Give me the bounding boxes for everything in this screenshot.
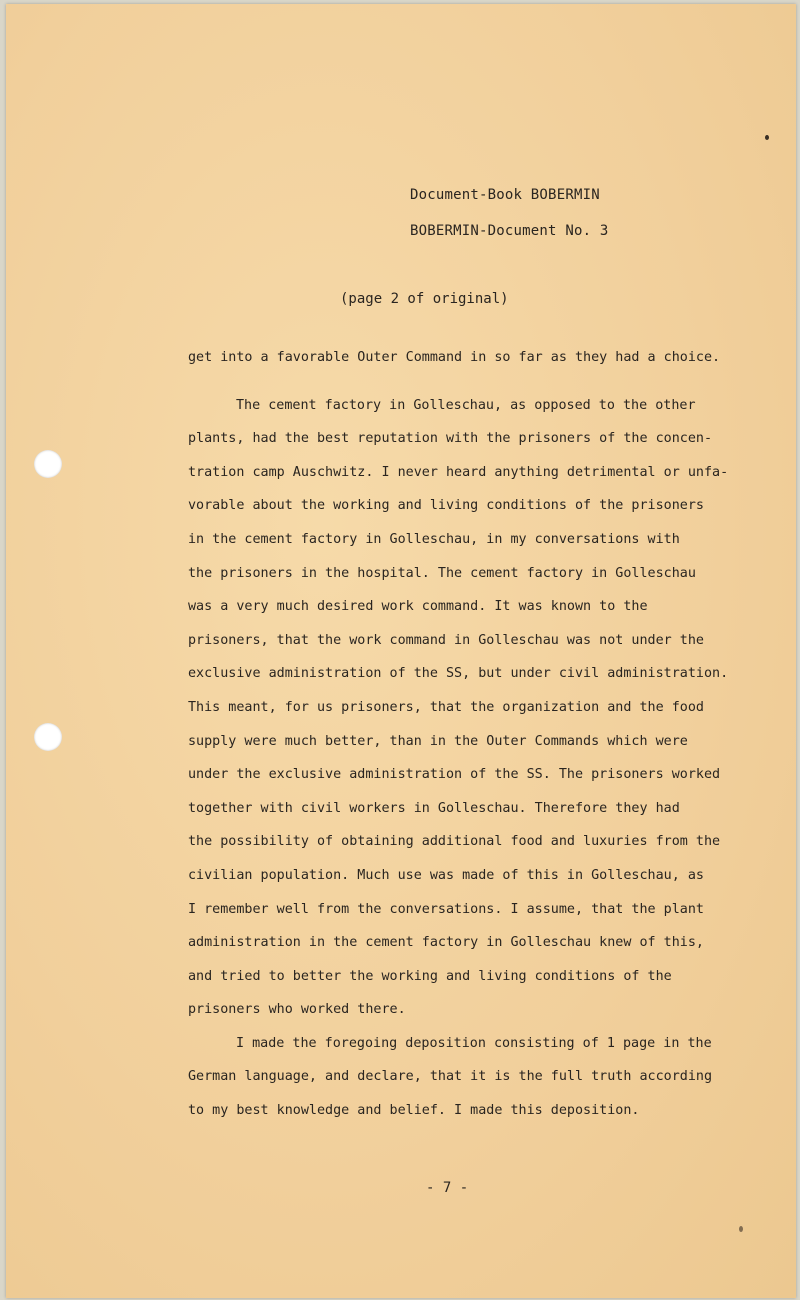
page-number: - 7 - xyxy=(426,1180,469,1196)
document-page xyxy=(6,4,796,1298)
punch-hole-bottom xyxy=(34,723,62,751)
document-book-heading: Document-Book BOBERMIN xyxy=(410,187,600,203)
deposition-text xyxy=(188,341,758,1128)
text-line: under the exclusive administration of the SS. The prisoners worked xyxy=(188,767,721,783)
text-line: The cement factory in Golleschau, as opposed to the other xyxy=(236,397,696,413)
text-line: the prisoners in the hospital. The cement factory in Golleschau xyxy=(188,565,696,581)
text-line: I remember well from the conversations. I assume, that the plant xyxy=(188,901,704,917)
text-line: vorable about the working and living conditions of the prisoners xyxy=(188,498,704,514)
text-line: administration in the cement factory in Golleschau knew of this, xyxy=(188,935,704,951)
text-line: supply were much better, than in the Outer Commands which were xyxy=(188,733,688,749)
ink-speck xyxy=(739,1226,743,1232)
text-line: prisoners, that the work command in Golleschau was not under the xyxy=(188,632,704,648)
text-line: plants, had the best reputation with the prisoners of the concen- xyxy=(188,431,713,447)
text-line: This meant, for us prisoners, that the organization and the food xyxy=(188,699,704,715)
document-number-heading: BOBERMIN-Document No. 3 xyxy=(410,223,609,239)
text-line: tration camp Auschwitz. I never heard anything detrimental or unfa- xyxy=(188,464,729,480)
text-line: get into a favorable Outer Command in so far as they had a choice. xyxy=(188,350,721,365)
text-line: prisoners who worked there. xyxy=(188,1002,406,1018)
text-line: was a very much desired work command. It was known to the xyxy=(188,599,648,615)
punch-hole-top xyxy=(34,450,62,478)
text-line: to my best knowledge and belief. I made this deposition. xyxy=(188,1103,640,1119)
text-line: I made the foregoing deposition consisting of 1 page in the xyxy=(236,1035,712,1051)
ink-speck xyxy=(765,135,769,140)
text-line: in the cement factory in Golleschau, in my conversations with xyxy=(188,531,680,547)
text-line: German language, and declare, that it is the full truth according xyxy=(188,1069,713,1085)
text-line: and tried to better the working and living conditions of the xyxy=(188,968,672,984)
text-line: the possibility of obtaining additional food and luxuries from the xyxy=(188,834,721,850)
text-line: together with civil workers in Golleschau. Therefore they had xyxy=(188,800,680,816)
original-page-note: (page 2 of original) xyxy=(340,291,509,307)
text-line: civilian population. Much use was made of this in Golleschau, as xyxy=(188,867,704,883)
text-line: exclusive administration of the SS, but under civil administration. xyxy=(188,666,729,682)
